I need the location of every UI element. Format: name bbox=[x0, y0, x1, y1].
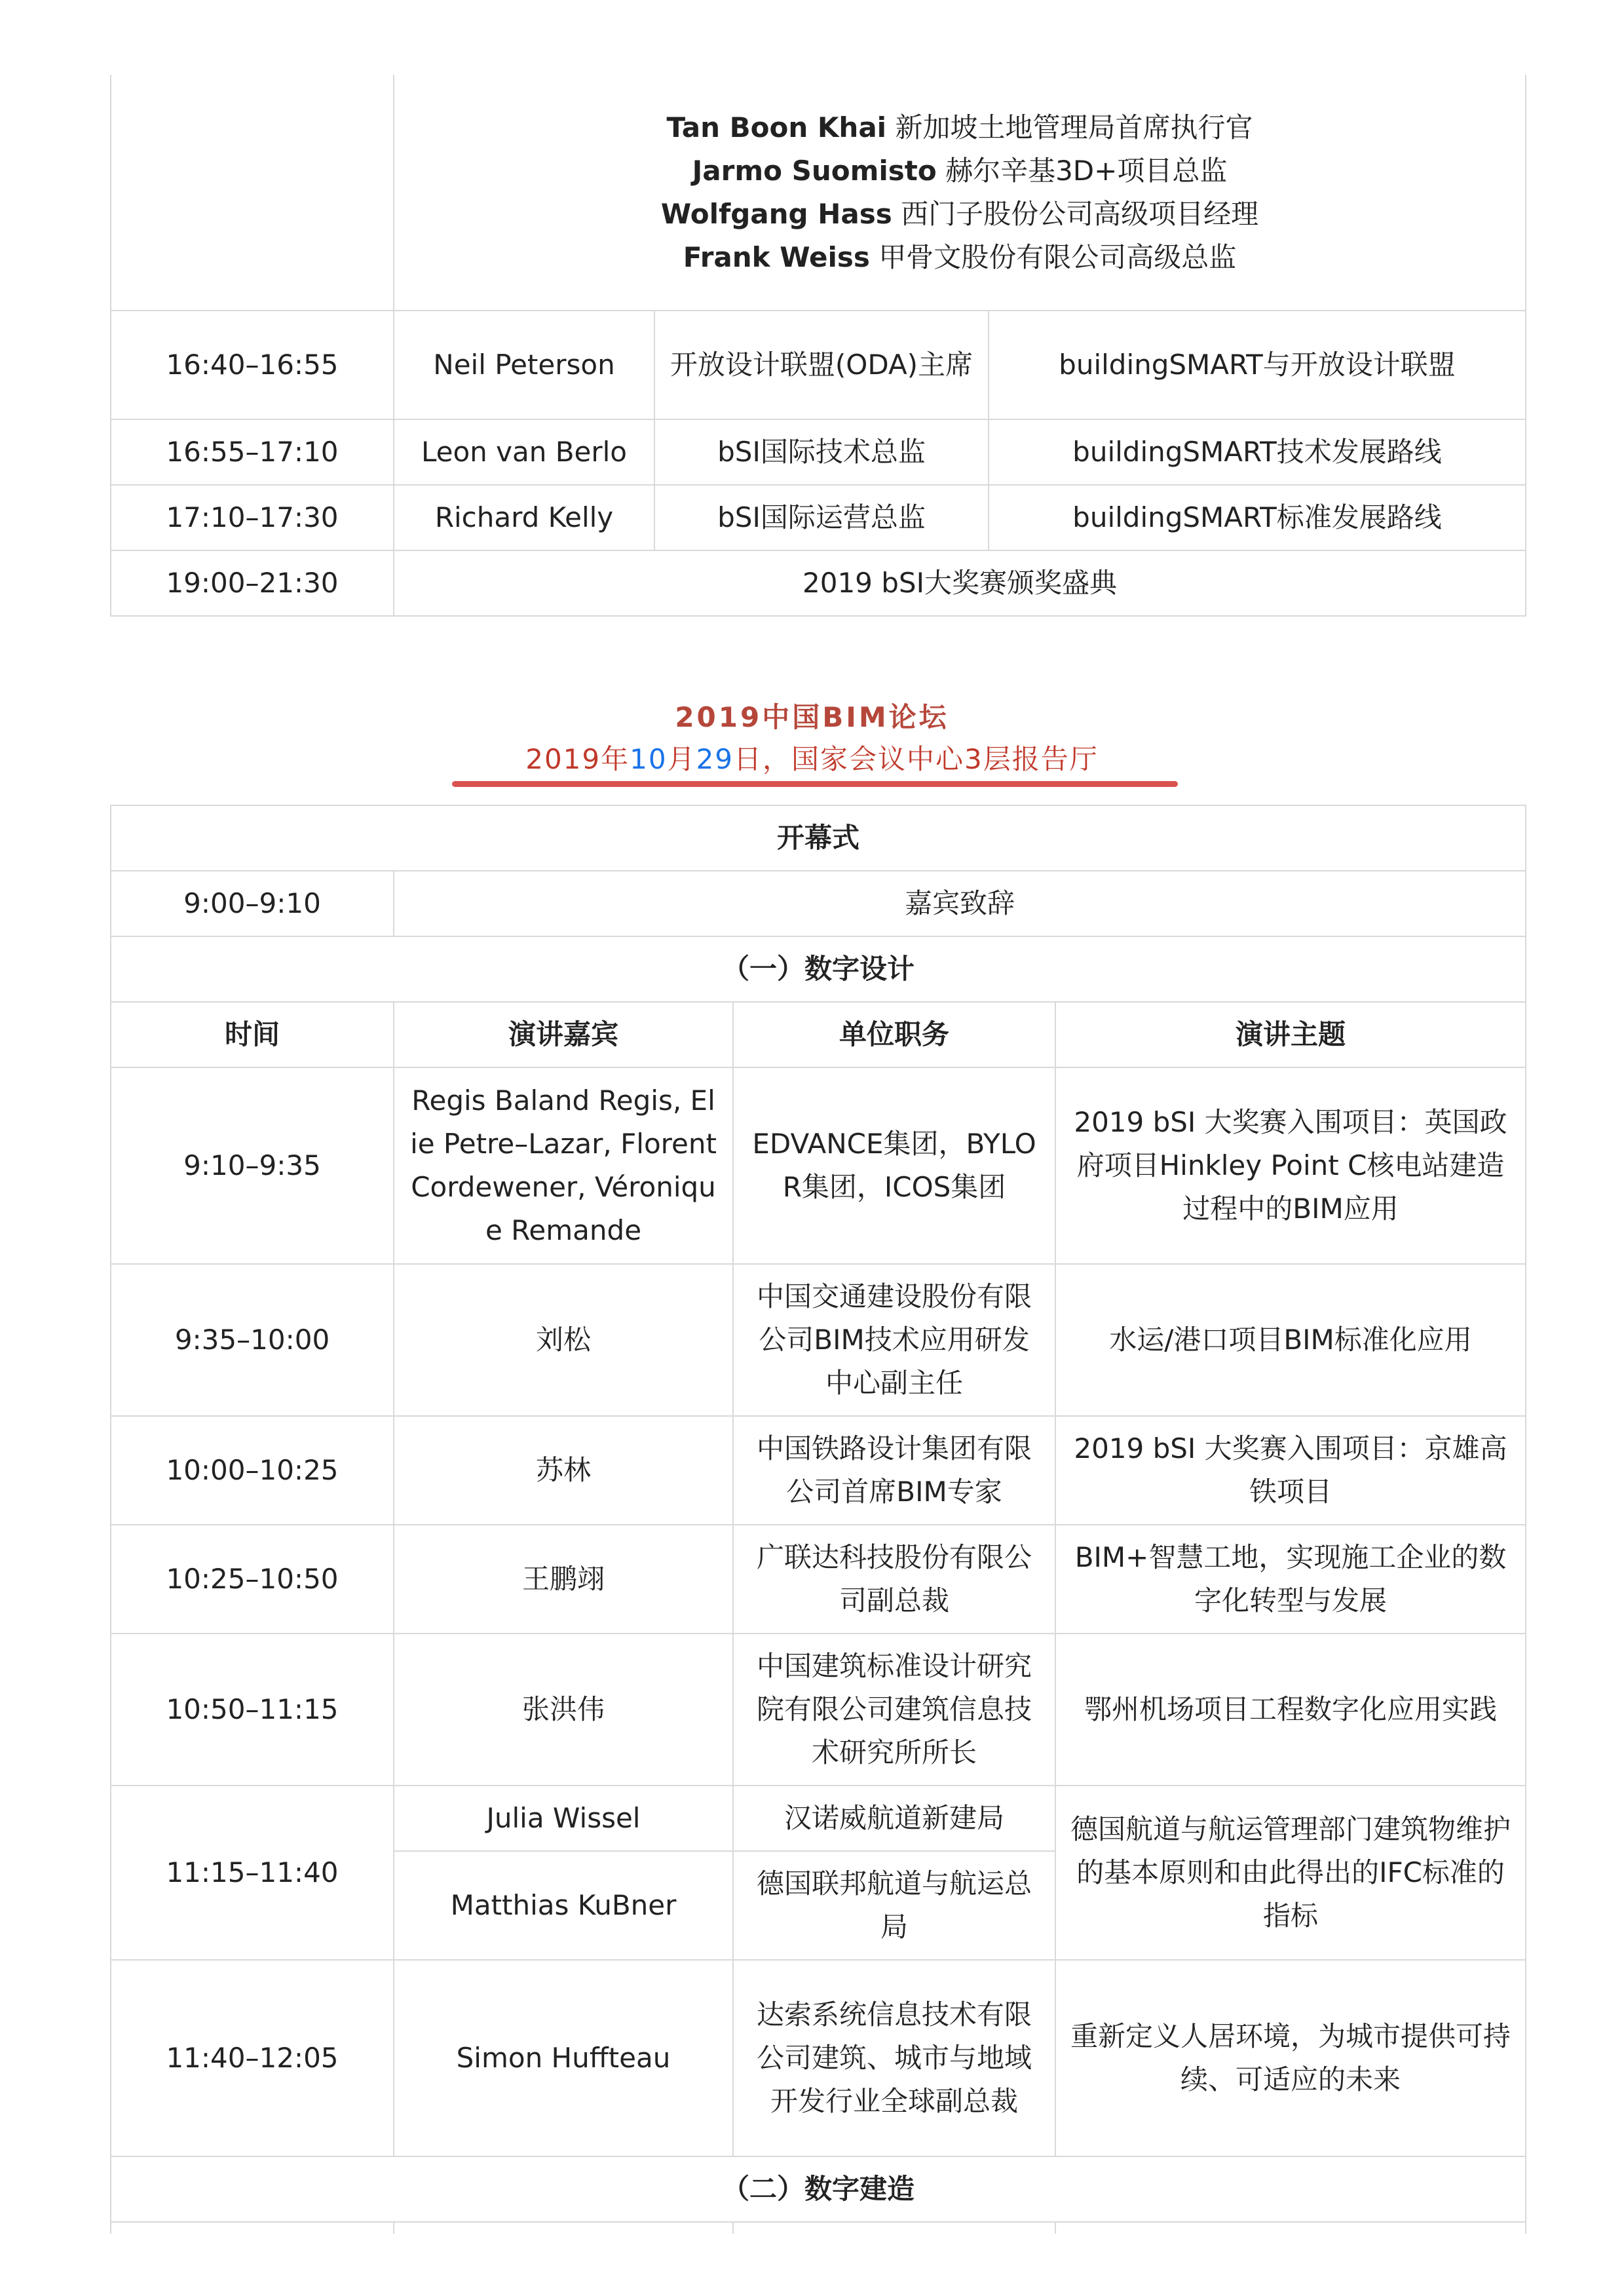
top-schedule-table bbox=[110, 75, 1526, 617]
topic-cell: buildingSMART技术发展路线 bbox=[989, 419, 1526, 485]
table-row bbox=[111, 311, 1526, 419]
org-cell: EDVANCE集团，BYLOR集团，ICOS集团 bbox=[733, 1067, 1055, 1264]
cell-cut-off bbox=[733, 2222, 1055, 2234]
speaker-entry bbox=[409, 236, 1511, 279]
table-row bbox=[111, 419, 1526, 485]
time-cell: 19:00–21:30 bbox=[111, 550, 394, 616]
table-row-partial bbox=[111, 2222, 1526, 2234]
time-cell-empty bbox=[111, 75, 394, 311]
time-cell: 10:00–10:25 bbox=[111, 1416, 394, 1525]
topic-cell: buildingSMART与开放设计联盟 bbox=[989, 311, 1526, 419]
table-row bbox=[111, 936, 1526, 1002]
speaker-title: 新加坡土地管理局首席执行官 bbox=[895, 111, 1253, 144]
table-row bbox=[111, 805, 1526, 871]
speaker-name: Tan Boon Khai bbox=[666, 111, 887, 144]
table-row bbox=[111, 1634, 1526, 1786]
table-row bbox=[111, 485, 1526, 550]
org-cell: 开放设计联盟(ODA)主席 bbox=[654, 311, 989, 419]
time-cell: 16:40–16:55 bbox=[111, 311, 394, 419]
table-row bbox=[111, 550, 1526, 616]
speaker-name: Frank Weiss bbox=[683, 240, 870, 273]
title-underline bbox=[452, 781, 1178, 787]
org-cell: bSI国际运营总监 bbox=[654, 485, 989, 550]
speaker-entry bbox=[409, 106, 1511, 149]
org-cell: 达索系统信息技术有限公司建筑、城市与地域开发行业全球副总裁 bbox=[733, 1960, 1055, 2156]
speaker-cell: Leon van Berlo bbox=[394, 419, 654, 485]
section-header-digital-construction: （二）数字建造 bbox=[111, 2156, 1526, 2222]
column-header-time: 时间 bbox=[111, 1002, 394, 1067]
welcome-cell: 嘉宾致辞 bbox=[394, 871, 1526, 936]
subtitle-month-unit: 月 bbox=[667, 743, 696, 775]
table-row bbox=[111, 1067, 1526, 1264]
speaker-cell: Matthias KuBner bbox=[394, 1851, 733, 1960]
subtitle-venue: 日，国家会议中心3层报告厅 bbox=[734, 743, 1099, 775]
table-row bbox=[111, 1264, 1526, 1416]
time-cell: 10:50–11:15 bbox=[111, 1634, 394, 1786]
org-cell: 汉诺威航道新建局 bbox=[733, 1786, 1055, 1851]
speaker-title: 西门子股份公司高级项目经理 bbox=[901, 197, 1259, 230]
subtitle-year: 2019年 bbox=[525, 743, 630, 775]
ceremony-cell: 2019 bSI大奖赛颁奖盛典 bbox=[394, 550, 1526, 616]
time-cell: 9:35–10:00 bbox=[111, 1264, 394, 1416]
topic-cell: 重新定义人居环境，为城市提供可持续、可适应的未来 bbox=[1055, 1960, 1526, 2156]
cell-cut-off bbox=[394, 2222, 733, 2234]
speaker-cell: Neil Peterson bbox=[394, 311, 654, 419]
org-cell: 中国建筑标准设计研究院有限公司建筑信息技术研究所所长 bbox=[733, 1634, 1055, 1786]
subtitle-day: 29 bbox=[696, 743, 734, 775]
topic-cell: 2019 bSI 大奖赛入围项目：京雄高铁项目 bbox=[1055, 1416, 1526, 1525]
column-header-speaker: 演讲嘉宾 bbox=[394, 1002, 733, 1067]
topic-cell: buildingSMART标准发展路线 bbox=[989, 485, 1526, 550]
speaker-name: Jarmo Suomisto bbox=[692, 154, 937, 187]
time-cell: 11:40–12:05 bbox=[111, 1960, 394, 2156]
time-cell: 10:25–10:50 bbox=[111, 1525, 394, 1634]
time-cell: 16:55–17:10 bbox=[111, 419, 394, 485]
speaker-cell: Simon Huffteau bbox=[394, 1960, 733, 2156]
speaker-cell: 张洪伟 bbox=[394, 1634, 733, 1786]
table-row bbox=[111, 1525, 1526, 1634]
speaker-name: Wolfgang Hass bbox=[660, 197, 892, 230]
topic-cell: BIM+智慧工地，实现施工企业的数字化转型与发展 bbox=[1055, 1525, 1526, 1634]
speaker-entry bbox=[409, 193, 1511, 236]
table-row bbox=[111, 1786, 1526, 1851]
topic-cell: 2019 bSI 大奖赛入围项目：英国政府项目Hinkley Point C核电站建造过程中的BIM应用 bbox=[1055, 1067, 1526, 1264]
topic-cell: 水运/港口项目BIM标准化应用 bbox=[1055, 1264, 1526, 1416]
table-row bbox=[111, 1960, 1526, 2156]
table-row bbox=[111, 1416, 1526, 1525]
topic-cell: 德国航道与航运管理部门建筑物维护的基本原则和由此得出的IFC标准的指标 bbox=[1055, 1786, 1526, 1960]
speaker-cell: 刘松 bbox=[394, 1264, 733, 1416]
subtitle-month: 10 bbox=[630, 743, 668, 775]
time-cell: 9:00–9:10 bbox=[111, 871, 394, 936]
cell-cut-off bbox=[1055, 2222, 1526, 2234]
speaker-cell: 苏林 bbox=[394, 1416, 733, 1525]
speaker-title: 甲骨文股份有限公司高级总监 bbox=[878, 240, 1237, 273]
org-cell: bSI国际技术总监 bbox=[654, 419, 989, 485]
topic-cell: 鄂州机场项目工程数字化应用实践 bbox=[1055, 1634, 1526, 1786]
section-header-opening: 开幕式 bbox=[111, 805, 1526, 871]
time-cell: 17:10–17:30 bbox=[111, 485, 394, 550]
column-header-row bbox=[111, 1002, 1526, 1067]
time-cell: 9:10–9:35 bbox=[111, 1067, 394, 1264]
forum-subtitle bbox=[0, 738, 1624, 781]
speaker-title: 赫尔辛基3D+项目总监 bbox=[945, 154, 1228, 187]
org-cell: 中国交通建设股份有限公司BIM技术应用研发中心副主任 bbox=[733, 1264, 1055, 1416]
org-cell: 中国铁路设计集团有限公司首席BIM专家 bbox=[733, 1416, 1055, 1525]
forum-title: 2019中国BIM论坛 bbox=[675, 701, 949, 733]
cell-cut-off bbox=[111, 2222, 394, 2234]
org-cell: 德国联邦航道与航运总局 bbox=[733, 1851, 1055, 1960]
speaker-list bbox=[394, 75, 1526, 311]
speaker-entry bbox=[409, 149, 1511, 193]
section-header-digital-design: （一）数字设计 bbox=[111, 936, 1526, 1002]
speaker-cell: Richard Kelly bbox=[394, 485, 654, 550]
column-header-topic: 演讲主题 bbox=[1055, 1002, 1526, 1067]
table-row bbox=[111, 2156, 1526, 2222]
org-cell: 广联达科技股份有限公司副总裁 bbox=[733, 1525, 1055, 1634]
speaker-cell: Julia Wissel bbox=[394, 1786, 733, 1851]
time-cell: 11:15–11:40 bbox=[111, 1786, 394, 1960]
speaker-cell: Regis Baland Regis, Elie Petre–Lazar, Florent Cordewener, Véronique Remande bbox=[394, 1067, 733, 1264]
column-header-org: 单位职务 bbox=[733, 1002, 1055, 1067]
table-row bbox=[111, 871, 1526, 936]
agenda-table bbox=[110, 805, 1526, 2234]
speaker-cell: 王鹏翊 bbox=[394, 1525, 733, 1634]
